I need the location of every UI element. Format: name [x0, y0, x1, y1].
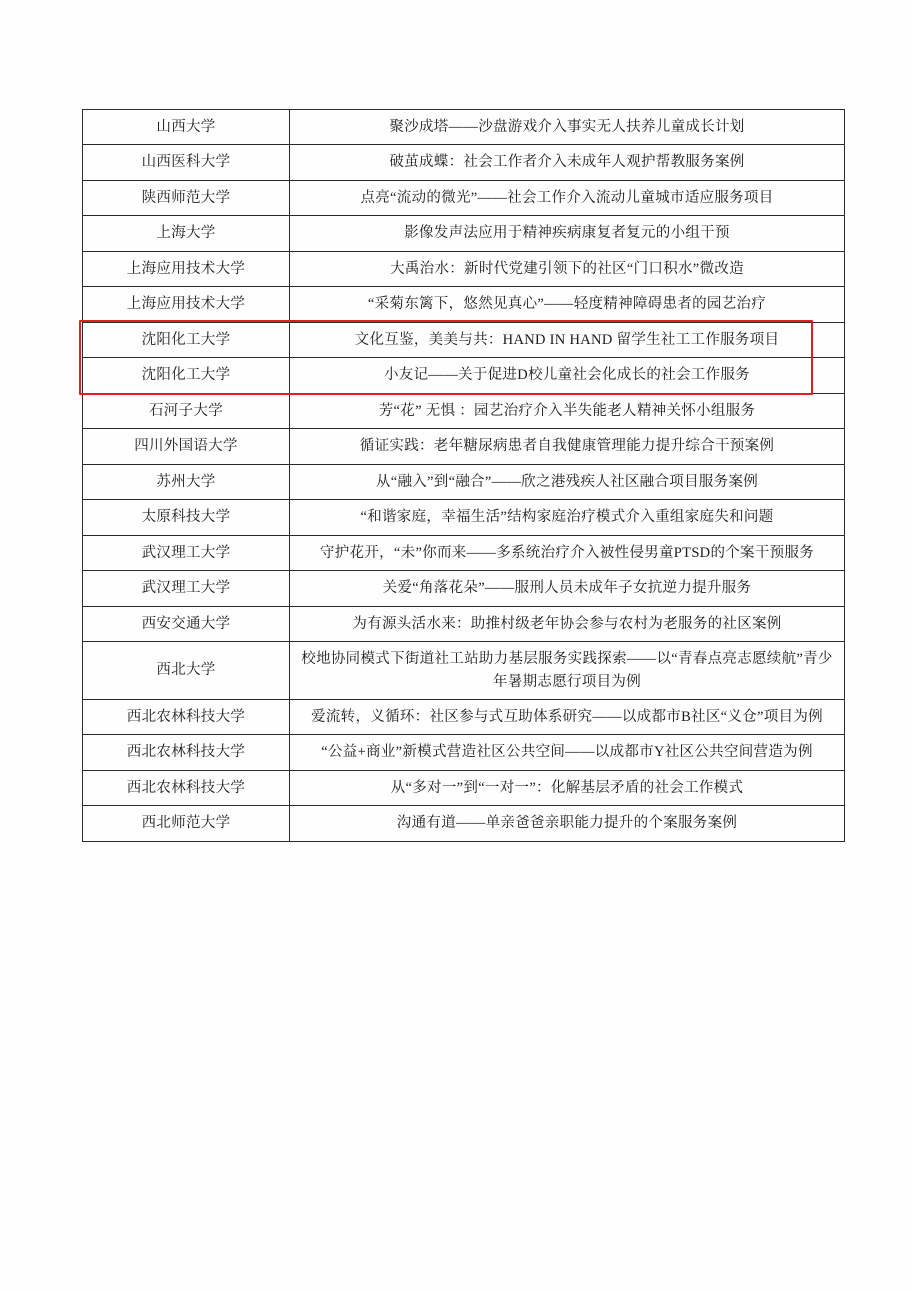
- table-row: [83, 180, 845, 215]
- table-row: [83, 699, 845, 734]
- cell-title: 沟通有道——单亲爸爸亲职能力提升的个案服务案例: [290, 806, 845, 841]
- cell-title: 从“融入”到“融合”——欣之港残疾人社区融合项目服务案例: [290, 464, 845, 499]
- table-row: [83, 642, 845, 700]
- cell-title: 破茧成蝶：社会工作者介入未成年人观护帮教服务案例: [290, 145, 845, 180]
- cell-title: 关爱“角落花朵”——服刑人员未成年子女抗逆力提升服务: [290, 571, 845, 606]
- cell-title: 文化互鉴，美美与共：HAND IN HAND 留学生社工工作服务项目: [290, 322, 845, 357]
- cell-school: 西北农林科技大学: [83, 770, 290, 805]
- cell-school: 武汉理工大学: [83, 535, 290, 570]
- cell-title: 为有源头活水来：助推村级老年协会参与农村为老服务的社区案例: [290, 606, 845, 641]
- cell-school: 西北大学: [83, 642, 290, 700]
- cell-title: “采菊东篱下，悠然见真心”——轻度精神障碍患者的园艺治疗: [290, 287, 845, 322]
- award-table-container: [82, 109, 833, 842]
- cell-school: 陕西师范大学: [83, 180, 290, 215]
- table-row: [83, 145, 845, 180]
- table-row: [83, 358, 845, 393]
- award-table-body: [83, 110, 845, 842]
- table-row: [83, 110, 845, 145]
- cell-school: 山西大学: [83, 110, 290, 145]
- table-row: [83, 500, 845, 535]
- table-row: [83, 464, 845, 499]
- award-table: [82, 109, 845, 842]
- cell-title: “公益+商业”新模式营造社区公共空间——以成都市Y社区公共空间营造为例: [290, 735, 845, 770]
- cell-title: 点亮“流动的微光”——社会工作介入流动儿童城市适应服务项目: [290, 180, 845, 215]
- cell-title: 爱流转，义循环：社区参与式互助体系研究——以成都市B社区“义仓”项目为例: [290, 699, 845, 734]
- cell-school: 石河子大学: [83, 393, 290, 428]
- cell-title: 循证实践：老年糖尿病患者自我健康管理能力提升综合干预案例: [290, 429, 845, 464]
- cell-school: 西安交通大学: [83, 606, 290, 641]
- cell-school: 沈阳化工大学: [83, 322, 290, 357]
- cell-school: 苏州大学: [83, 464, 290, 499]
- cell-school: 四川外国语大学: [83, 429, 290, 464]
- cell-title: “和谐家庭，幸福生活”结构家庭治疗模式介入重组家庭失和问题: [290, 500, 845, 535]
- table-row: [83, 735, 845, 770]
- cell-title: 影像发声法应用于精神疾病康复者复元的小组干预: [290, 216, 845, 251]
- table-row: [83, 606, 845, 641]
- table-row: [83, 251, 845, 286]
- table-row: [83, 535, 845, 570]
- cell-title: 守护花开，“未”你而来——多系统治疗介入被性侵男童PTSD的个案干预服务: [290, 535, 845, 570]
- table-row: [83, 393, 845, 428]
- cell-school: 西北师范大学: [83, 806, 290, 841]
- cell-title: 聚沙成塔——沙盘游戏介入事实无人扶养儿童成长计划: [290, 110, 845, 145]
- cell-title: 大禹治水：新时代党建引领下的社区“门口积水”微改造: [290, 251, 845, 286]
- table-row: [83, 287, 845, 322]
- table-row: [83, 770, 845, 805]
- table-row: [83, 216, 845, 251]
- table-row: [83, 429, 845, 464]
- cell-school: 上海应用技术大学: [83, 251, 290, 286]
- cell-title: 从“多对一”到“一对一”：化解基层矛盾的社会工作模式: [290, 770, 845, 805]
- cell-school: 上海大学: [83, 216, 290, 251]
- cell-school: 上海应用技术大学: [83, 287, 290, 322]
- table-row: [83, 571, 845, 606]
- cell-title: 校地协同模式下街道社工站助力基层服务实践探索——以“青春点亮志愿续航”青少年暑期志愿行项目为例: [290, 642, 845, 700]
- table-row: [83, 322, 845, 357]
- cell-school: 西北农林科技大学: [83, 735, 290, 770]
- table-row: [83, 806, 845, 841]
- cell-school: 太原科技大学: [83, 500, 290, 535]
- cell-title: 小友记——关于促进D校儿童社会化成长的社会工作服务: [290, 358, 845, 393]
- cell-school: 西北农林科技大学: [83, 699, 290, 734]
- cell-school: 武汉理工大学: [83, 571, 290, 606]
- cell-school: 沈阳化工大学: [83, 358, 290, 393]
- cell-title: 芳“花” 无惧 ：园艺治疗介入半失能老人精神关怀小组服务: [290, 393, 845, 428]
- cell-school: 山西医科大学: [83, 145, 290, 180]
